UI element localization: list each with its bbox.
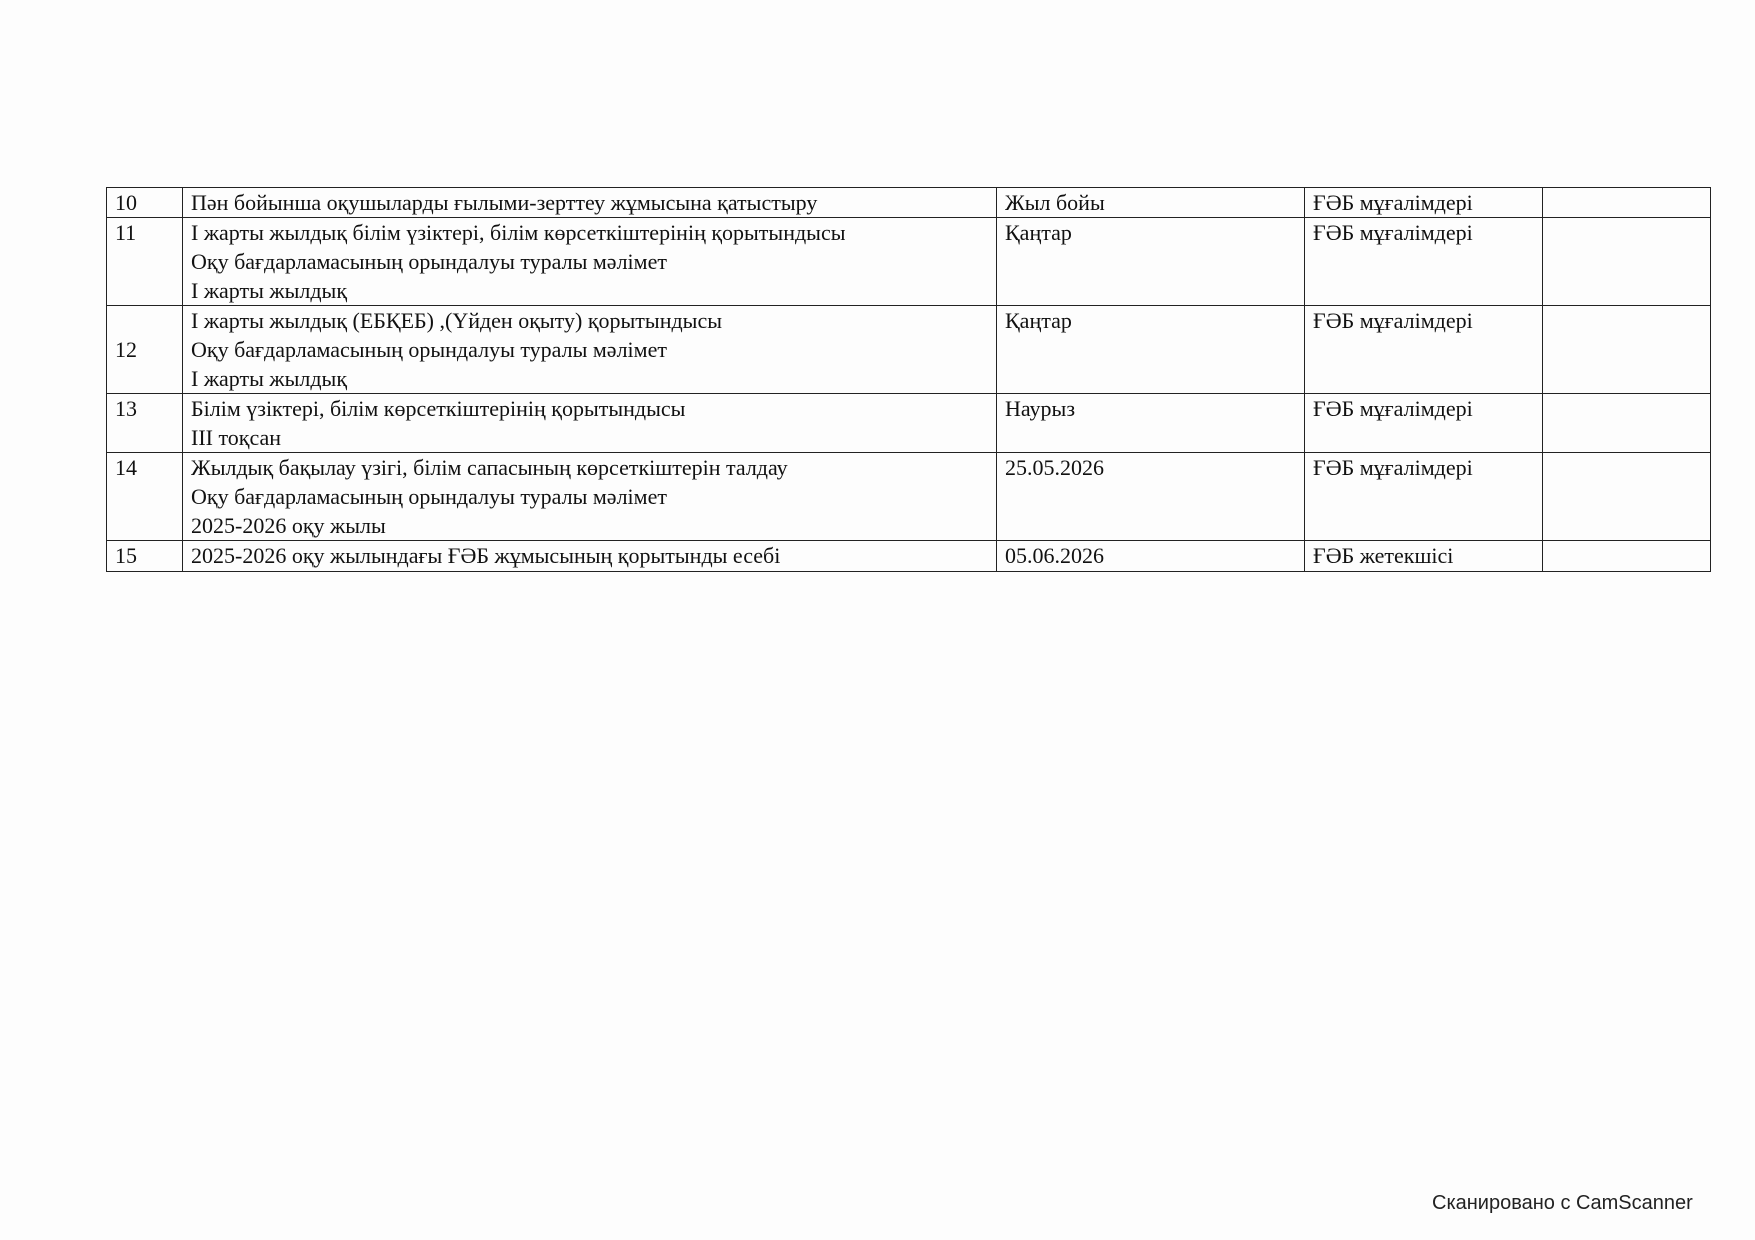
task-cell: Жылдық бақылау үзігі, білім сапасының көрсеткіштерін талдау Оқу бағдарламасының орындалуы туралы мәлімет 2025-2026 оқу жылы — [183, 453, 997, 541]
task-cell: Білім үзіктері, білім көрсеткіштерінің қорытындысы ІІІ тоқсан — [183, 394, 997, 453]
row-number: 11 — [107, 218, 183, 306]
responsible-cell: ҒӘБ жетекшісі — [1305, 541, 1543, 572]
date-cell: Наурыз — [997, 394, 1305, 453]
date-cell: 05.06.2026 — [997, 541, 1305, 572]
date-cell: 25.05.2026 — [997, 453, 1305, 541]
note-cell — [1543, 218, 1711, 306]
date-cell: Қаңтар — [997, 218, 1305, 306]
table-row — [107, 453, 1711, 541]
task-cell: І жарты жылдық білім үзіктері, білім көрсеткіштерінің қорытындысы Оқу бағдарламасының орындалуы туралы мәлімет І жарты жылдық — [183, 218, 997, 306]
row-number: 14 — [107, 453, 183, 541]
task-cell: 2025-2026 оқу жылындағы ҒӘБ жұмысының қорытынды есебі — [183, 541, 997, 572]
responsible-cell: ҒӘБ мұғалімдері — [1305, 188, 1543, 218]
table-row — [107, 188, 1711, 218]
date-cell: Жыл бойы — [997, 188, 1305, 218]
table-row — [107, 306, 1711, 394]
table-row — [107, 541, 1711, 572]
row-number: 12 — [107, 306, 183, 394]
task-cell: Пән бойынша оқушыларды ғылыми-зерттеу жұмысына қатыстыру — [183, 188, 997, 218]
note-cell — [1543, 188, 1711, 218]
note-cell — [1543, 541, 1711, 572]
task-cell: І жарты жылдық (ЕБҚЕБ) ,(Үйден оқыту) қорытындысы Оқу бағдарламасының орындалуы туралы мәлімет І жарты жылдық — [183, 306, 997, 394]
responsible-cell: ҒӘБ мұғалімдері — [1305, 394, 1543, 453]
responsible-cell: ҒӘБ мұғалімдері — [1305, 218, 1543, 306]
date-cell: Қаңтар — [997, 306, 1305, 394]
note-cell — [1543, 306, 1711, 394]
camscanner-watermark: Сканировано с CamScanner — [1432, 1192, 1693, 1214]
row-number: 10 — [107, 188, 183, 218]
note-cell — [1543, 394, 1711, 453]
table-row — [107, 394, 1711, 453]
responsible-cell: ҒӘБ мұғалімдері — [1305, 306, 1543, 394]
responsible-cell: ҒӘБ мұғалімдері — [1305, 453, 1543, 541]
note-cell — [1543, 453, 1711, 541]
table-row — [107, 218, 1711, 306]
row-number: 13 — [107, 394, 183, 453]
row-number: 15 — [107, 541, 183, 572]
plan-table — [106, 187, 1711, 572]
